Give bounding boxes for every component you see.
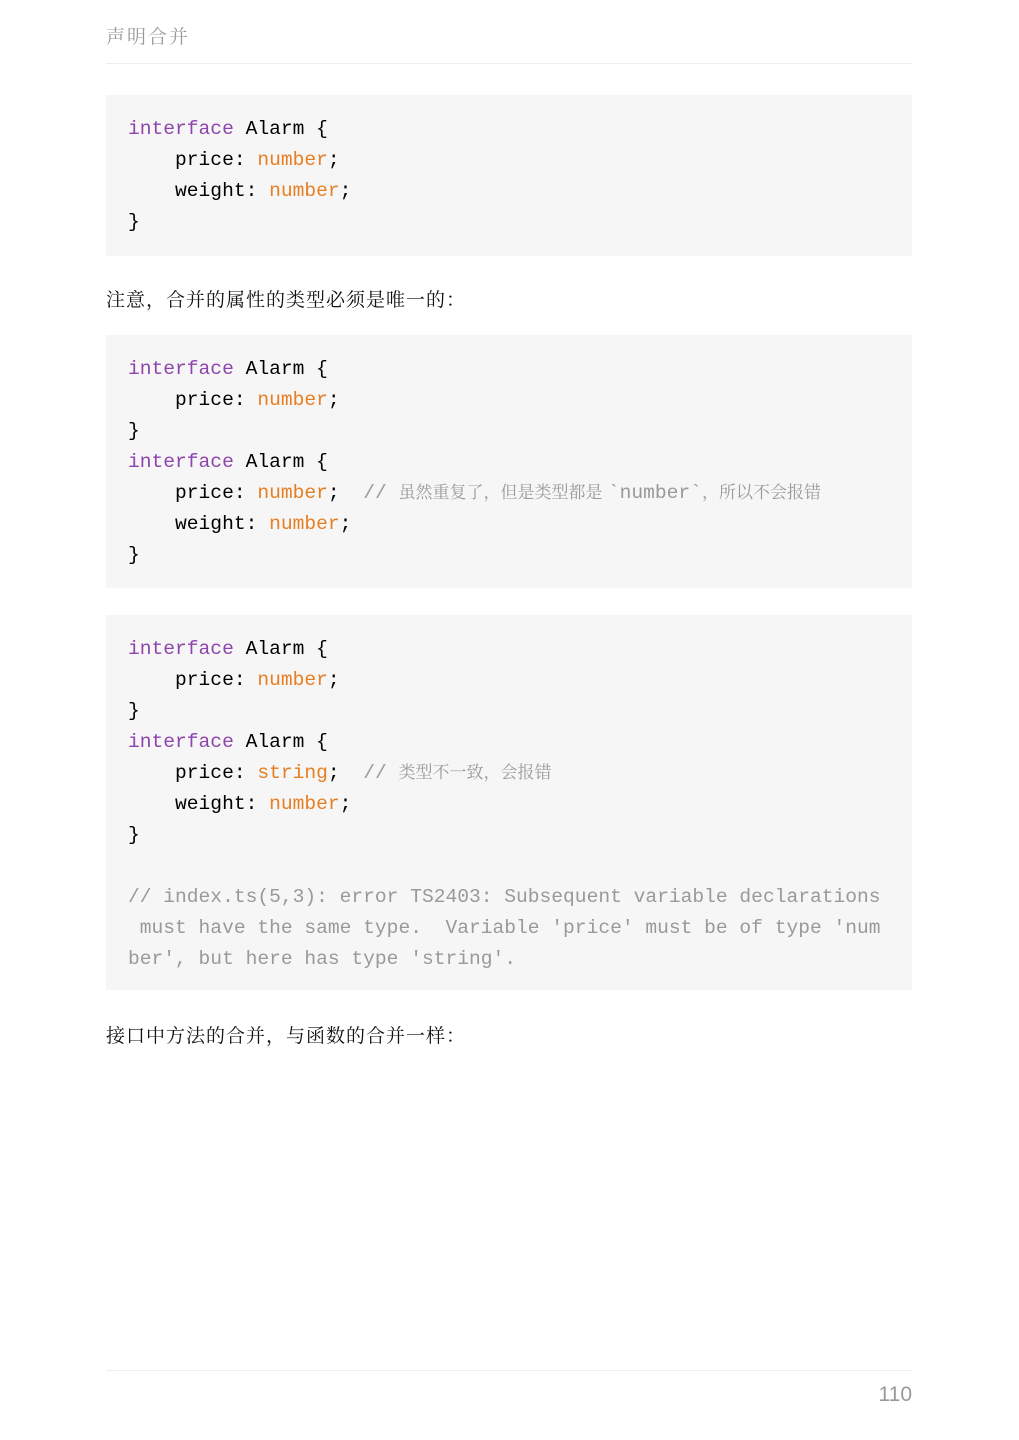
type-name: string bbox=[257, 762, 328, 784]
code-line bbox=[128, 176, 890, 207]
code-comment: 类型不一致，会报错 bbox=[398, 763, 552, 783]
type-name: number bbox=[257, 149, 328, 171]
code-text: Alarm { bbox=[233, 731, 328, 753]
type-name: number bbox=[269, 180, 340, 202]
code-text: } bbox=[128, 211, 140, 233]
page-number: 110 bbox=[878, 1383, 912, 1406]
code-line bbox=[128, 145, 890, 176]
code-line bbox=[128, 385, 890, 416]
code-text: ; bbox=[327, 669, 340, 691]
keyword: interface bbox=[128, 358, 234, 380]
code-blank-line bbox=[128, 851, 890, 882]
code-line bbox=[128, 696, 890, 727]
code-text: ; bbox=[327, 389, 340, 411]
keyword: interface bbox=[128, 451, 234, 473]
code-line bbox=[128, 634, 890, 665]
code-text: Alarm { bbox=[233, 358, 328, 380]
code-text: price: bbox=[128, 389, 258, 411]
keyword: interface bbox=[128, 638, 234, 660]
code-text: price: bbox=[128, 482, 258, 504]
code-text: } bbox=[128, 544, 140, 566]
error-comment-line: // index.ts(5,3): error TS2403: Subsequent variable declarations bbox=[128, 886, 881, 908]
page-header bbox=[106, 22, 912, 64]
code-text: } bbox=[128, 824, 140, 846]
code-comment: ，所以不会报错 bbox=[701, 483, 821, 503]
code-text: ; bbox=[327, 762, 364, 784]
code-text: price: bbox=[128, 762, 258, 784]
type-name: number bbox=[257, 482, 328, 504]
code-line bbox=[128, 758, 890, 789]
code-text: weight: bbox=[128, 513, 270, 535]
code-line bbox=[128, 207, 890, 238]
code-line bbox=[128, 540, 890, 571]
type-name: number bbox=[269, 793, 340, 815]
code-line bbox=[128, 354, 890, 385]
code-line bbox=[128, 114, 890, 145]
code-line bbox=[128, 478, 890, 509]
code-line bbox=[128, 447, 890, 478]
error-comment-line: ber', but here has type 'string'. bbox=[128, 948, 517, 970]
code-text: } bbox=[128, 420, 140, 442]
code-text: price: bbox=[128, 669, 258, 691]
code-text: ; bbox=[327, 482, 364, 504]
code-text: price: bbox=[128, 149, 258, 171]
type-name: number bbox=[269, 513, 340, 535]
code-block-3 bbox=[106, 615, 912, 990]
code-text: ; bbox=[339, 793, 352, 815]
code-text: Alarm { bbox=[233, 451, 328, 473]
code-text: ; bbox=[339, 513, 352, 535]
error-comment-line: must have the same type. Variable 'price' must be of type 'num bbox=[128, 917, 881, 939]
type-name: number bbox=[257, 389, 328, 411]
code-comment: // bbox=[363, 762, 399, 784]
code-text: } bbox=[128, 700, 140, 722]
code-line bbox=[128, 416, 890, 447]
code-line bbox=[128, 509, 890, 540]
code-text: ; bbox=[339, 180, 352, 202]
code-text: Alarm { bbox=[233, 118, 328, 140]
paragraph-2: 接口中方法的合并，与函数的合并一样： bbox=[106, 1025, 467, 1047]
code-text: weight: bbox=[128, 180, 270, 202]
code-text: weight: bbox=[128, 793, 270, 815]
code-comment: `number` bbox=[607, 482, 702, 504]
page-footer bbox=[106, 1370, 912, 1421]
paragraph-1: 注意，合并的属性的类型必须是唯一的： bbox=[106, 289, 467, 311]
code-line bbox=[128, 665, 890, 696]
code-block-1 bbox=[106, 95, 912, 256]
code-comment: 虽然重复了，但是类型都是 bbox=[398, 483, 608, 503]
code-comment: // bbox=[363, 482, 399, 504]
code-text: Alarm { bbox=[233, 638, 328, 660]
keyword: interface bbox=[128, 118, 234, 140]
code-line bbox=[128, 789, 890, 820]
keyword: interface bbox=[128, 731, 234, 753]
code-line bbox=[128, 727, 890, 758]
header-title: 声明合并 bbox=[106, 26, 191, 48]
code-block-2 bbox=[106, 335, 912, 588]
code-line bbox=[128, 820, 890, 851]
type-name: number bbox=[257, 669, 328, 691]
code-text: ; bbox=[327, 149, 340, 171]
